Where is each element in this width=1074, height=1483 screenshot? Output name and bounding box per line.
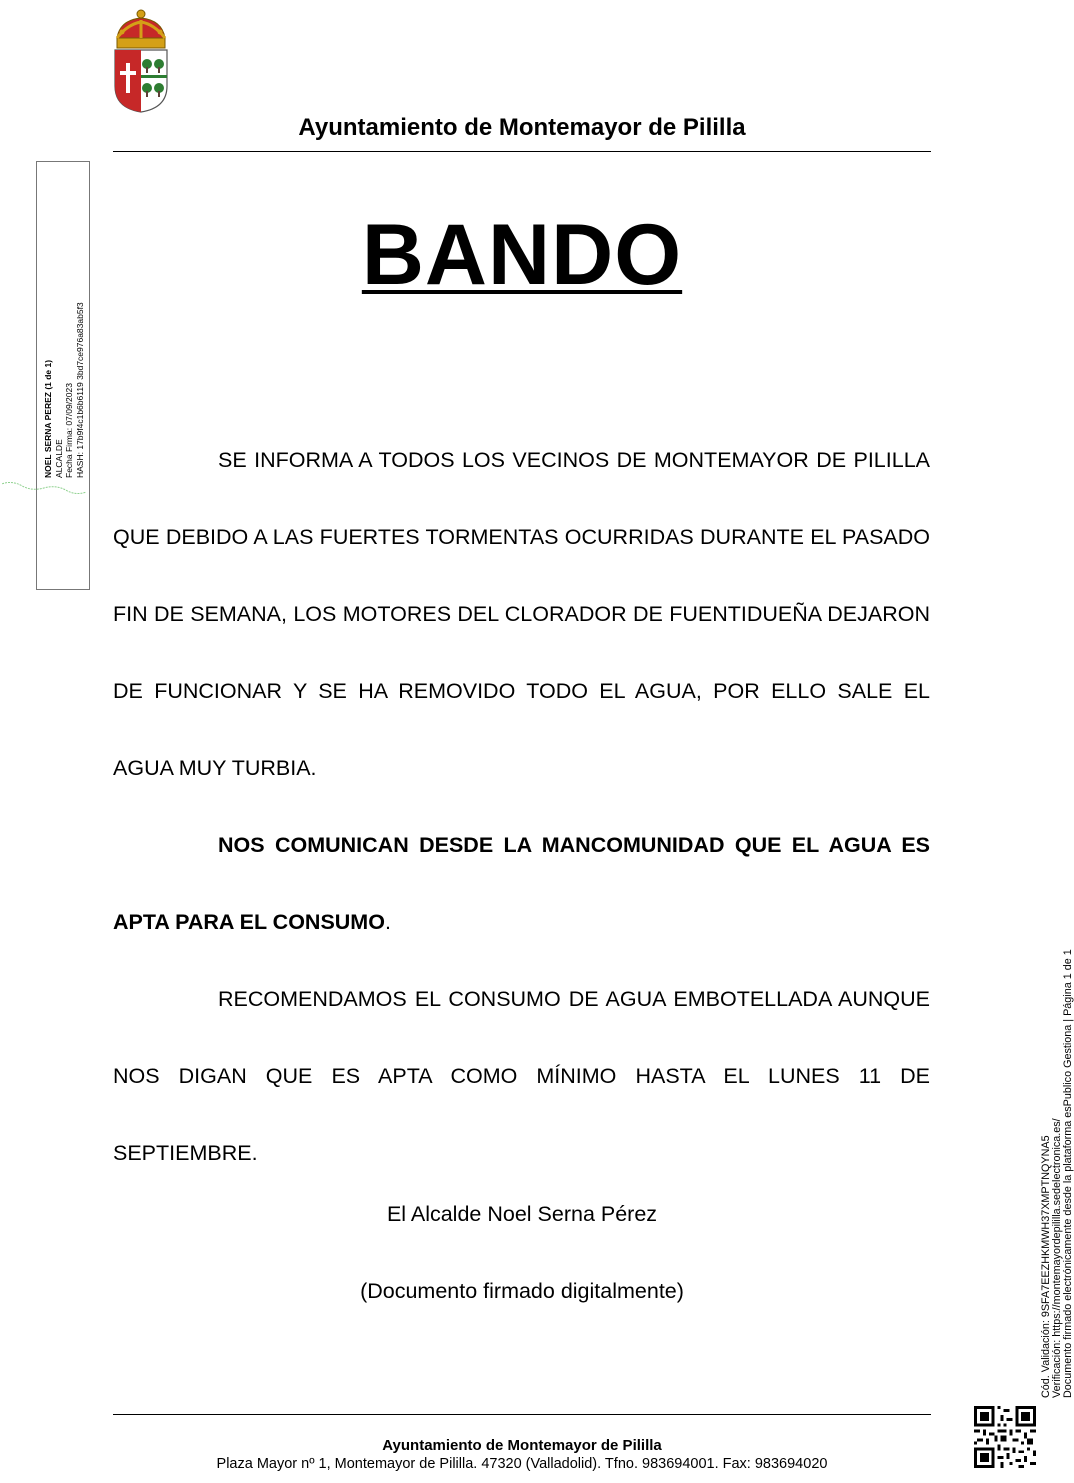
mayor-signature: El Alcalde Noel Serna Pérez [386,1202,658,1226]
paragraph-info: SE INFORMA A TODOS LOS VECINOS DE MONTEMAYOR DE PILILLA QUE DEBIDO A LAS FUERTES TORMENTAS OCURRIDAS DURANTE EL PASADO FIN DE SEMANA, LOS MOTORES DEL CLORADOR DE FUENTIDUEÑA DEJARON DE FUNCIONAR Y SE HA REMOVIDO TODO EL AGUA, POR ELLO SALE EL AGUA MUY TURBIA. [113,448,930,780]
signed-note: (Documento firmado digitalmente) [360,1279,684,1303]
signer-name: NOEL SERNA PEREZ (1 de 1) [43,359,53,478]
signature-hash: HASH: 17b9f4c1b6b6119 3bd7ce976a83ab5f3 [74,302,85,478]
qr-code-icon[interactable] [974,1406,1036,1468]
validation-code: Cód. Validación: 9SFA7EEZHKMWH37XMPTNQYNA5 [1040,1135,1052,1398]
notice-bold: NOS COMUNICAN DESDE LA MANCOMUNIDAD QUE EL AGUA ES APTA PARA EL CONSUMO [113,833,930,934]
footer-name: Ayuntamiento de Montemayor de Pililla [382,1437,662,1454]
coat-of-arms-logo [108,8,174,114]
footer-address: Plaza Mayor nº 1, Montemayor de Pililla. 47320 (Valladolid). Tfno. 983694001. Fax: 983694020 [216,1456,828,1472]
paragraph-notice [113,807,930,961]
signer-role: ALCALDE [53,439,64,478]
header-divider [113,151,931,152]
footer-divider [113,1414,931,1415]
paragraph-recommendation: RECOMENDAMOS EL CONSUMO DE AGUA EMBOTELLADA AUNQUE NOS DIGAN QUE ES APTA COMO MÍNIMO HASTA EL LUNES 11 DE SEPTIEMBRE. [113,987,930,1165]
verification-url[interactable]: Verificación: https://montemayordepililla.sedelectronica.es/ [1051,1118,1063,1398]
platform-note: Documento firmado electrónicamente desde la plataforma esPublico Gestiona | Página 1 de 1 [1062,949,1074,1398]
document-body [113,422,930,1192]
signature-date: Fecha Firma: 07/09/2023 [64,383,74,478]
header-title: Ayuntamiento de Montemayor de Pililla [298,114,746,141]
document-heading: BANDO [361,207,683,303]
notice-end: . [384,910,391,934]
